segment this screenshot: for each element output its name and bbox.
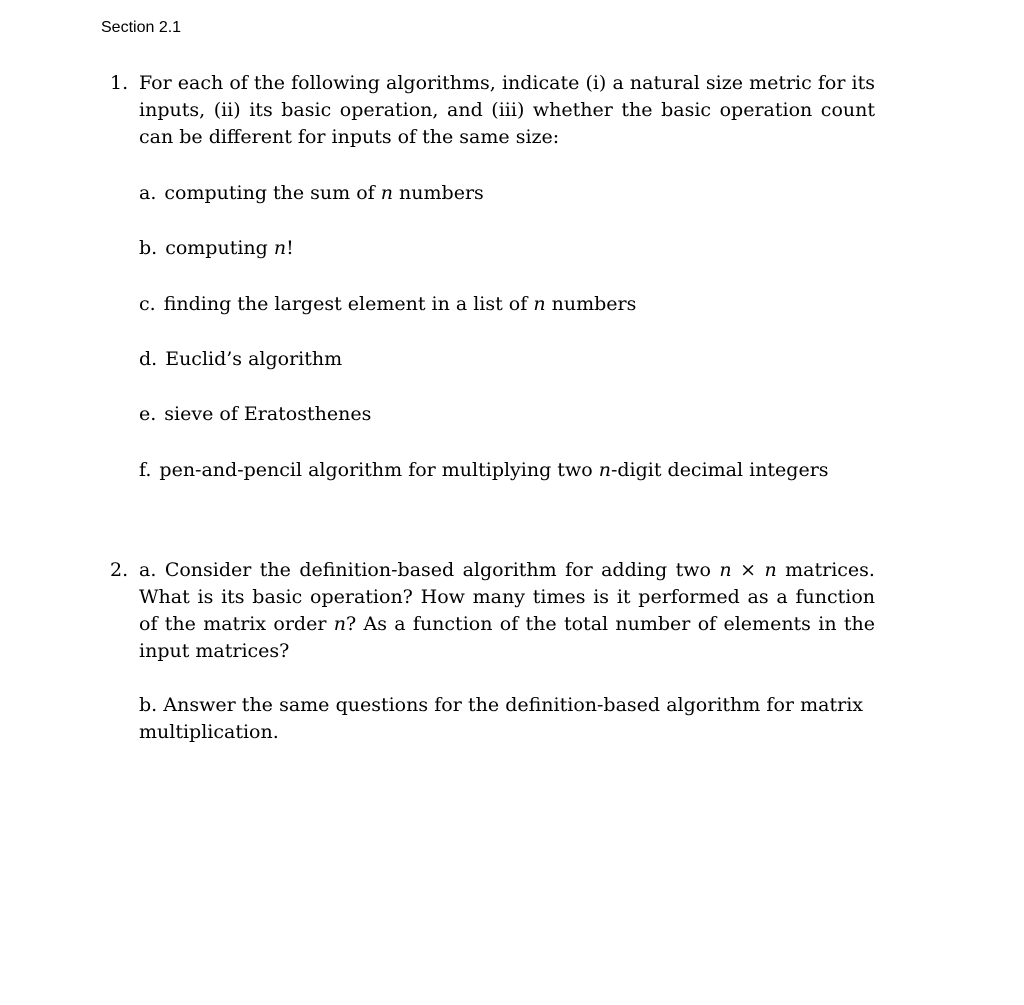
item-label: b. [139, 237, 158, 259]
part-label: a. [139, 559, 157, 581]
item-text: numbers [399, 182, 484, 204]
item-text: -digit decimal integers [610, 459, 829, 481]
problem-1-stem: For each of the following algorithms, indicate (i) a natural size metric for its inputs, (ii) its basic operation, and (iii) whether the basic operation count can be different for inputs of the same size: [139, 72, 875, 148]
times-symbol: × [740, 559, 757, 581]
math-variable: n [598, 459, 611, 481]
problem-1-item-b [139, 235, 294, 262]
problem-2-number: 2. [110, 559, 129, 581]
item-text: Euclid’s algorithm [165, 348, 343, 370]
math-variable: n [533, 293, 546, 315]
math-variable: n [719, 559, 732, 581]
math-variable: n [380, 182, 393, 204]
math-variable: n [333, 613, 346, 635]
item-label: f. [139, 459, 152, 481]
section-heading: Section 2.1 [101, 19, 182, 36]
part-text: Consider the definition-based algorithm for adding two [164, 559, 711, 581]
item-text: finding the largest element in a list of [163, 293, 528, 315]
part-text: matrices. What is its basic operation? How many times is it performed as a function of the matrix order [139, 559, 875, 635]
item-text: sieve of Eratosthenes [164, 403, 372, 425]
item-label: c. [139, 293, 156, 315]
item-text: numbers [551, 293, 637, 315]
item-label: d. [139, 348, 158, 370]
item-label: a. [139, 182, 157, 204]
part-text: Answer the same questions for the definition-based algorithm for matrix multiplication. [139, 694, 863, 743]
item-text: pen-and-pencil algorithm for multiplying two [159, 459, 593, 481]
item-text: computing the sum of [164, 182, 375, 204]
problem-1-number: 1. [110, 72, 129, 94]
problem-1-item-f [139, 457, 829, 484]
math-variable: n [273, 237, 287, 259]
math-variable: n [764, 559, 777, 581]
item-text: ! [286, 237, 294, 259]
problem-1-item-e [139, 401, 371, 428]
part-label: b. [139, 694, 158, 716]
part-text: ? As a function of the total number of elements in the input matrices? [139, 613, 875, 662]
problem-1-item-a [139, 180, 484, 207]
problem-2-part-b [139, 692, 863, 746]
item-text: computing [165, 237, 268, 259]
problem-1-item-d [139, 346, 342, 373]
item-label: e. [139, 403, 157, 425]
problem-2-part-a [139, 557, 875, 665]
problem-1-item-c [139, 291, 636, 318]
